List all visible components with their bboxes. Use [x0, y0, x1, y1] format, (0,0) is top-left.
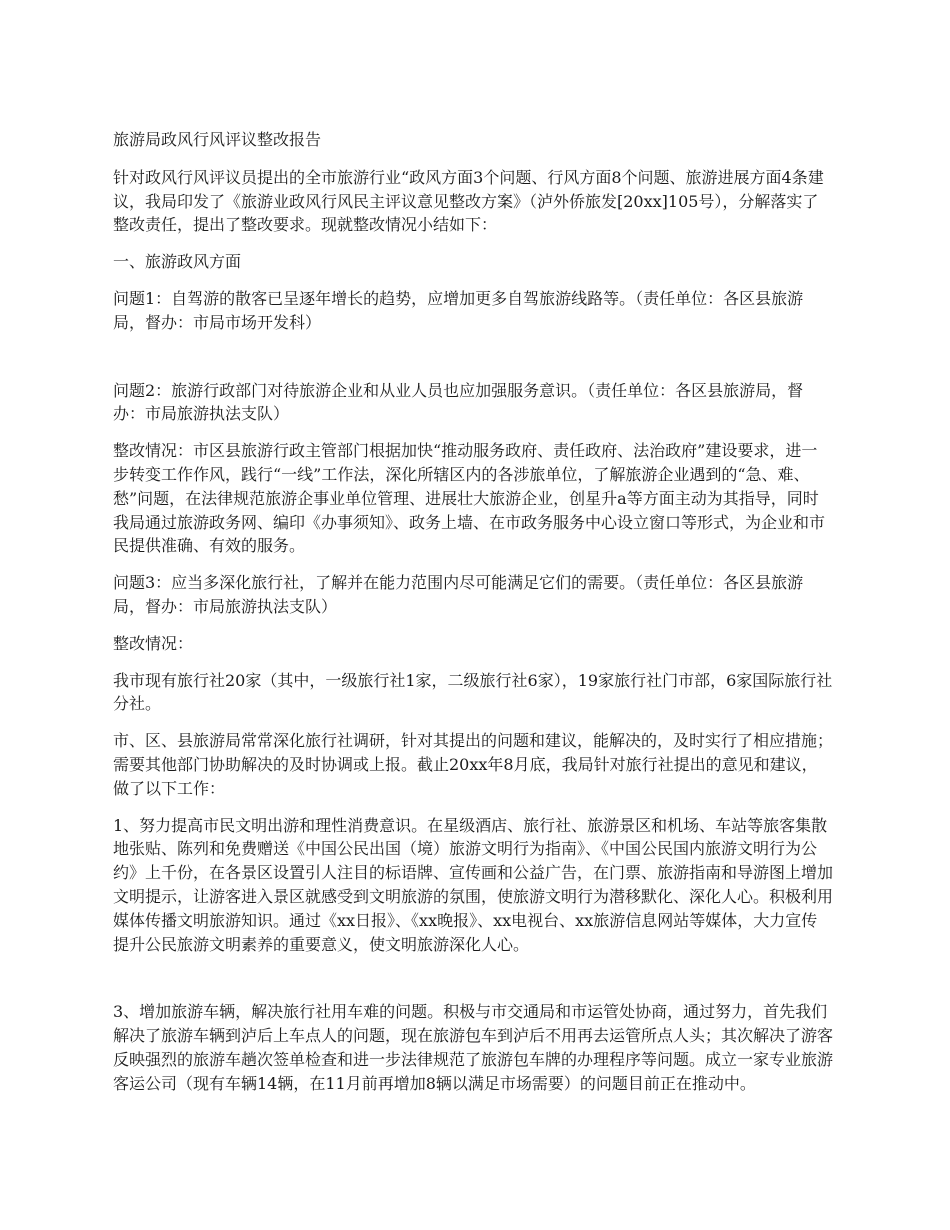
section-heading: 一、旅游政风方面	[113, 252, 242, 272]
document-body	[113, 128, 833, 1109]
travel-agency-count-paragraph: 我市现有旅行社20家（其中，一级旅行社1家，二级旅行社6家），19家旅行社门市部，6家国际旅行社分社。	[113, 670, 833, 714]
rectification-3-heading: 整改情况：	[113, 633, 194, 653]
issue-2-paragraph: 问题2：旅游行政部门对待旅游企业和从业人员也应加强服务意识。（责任单位：各区县旅游局，督办：市局旅游执法支队）	[113, 380, 804, 424]
rectification-2-paragraph: 整改情况：市区县旅游行政主管部门根据加快“推动服务政府、责任政府、法治政府”建设要求，进一步转变工作作风，践行“一线”工作法，深化所辖区内的各涉旅单位，了解旅游企业遇到的“急、难、愁”问题，在法律规范旅游企事业单位管理、进展壮大旅游企业，创星升a等方面主动为其指导，同时我局通过旅游政务网、编印《办事须知》、政务上墙、在市政务服务中心设立窗口等形式，为企业和市民提供准确、有效的服务。	[113, 441, 826, 556]
issue-1-paragraph: 问题1：自驾游的散客已呈逐年增长的趋势，应增加更多自驾旅游线路等。（责任单位：各区县旅游局，督办：市局市场开发科）	[113, 288, 804, 332]
item-1-paragraph: 1、努力提高市民文明出游和理性消费意识。在星级酒店、旅行社、旅游景区和机场、车站等旅客集散地张贴、陈列和免费赠送《中国公民出国（境）旅游文明行为指南》、《中国公民国内旅游文明行为公约》上千份，在各景区设置引人注目的标语牌、宣传画和公益广告，在门票、旅游指南和导游图上增加文明提示，让游客进入景区就感受到文明旅游的氛围，使旅游文明行为潜移默化、深化人心。积极利用媒体传播文明旅游知识。通过《xx日报》、《xx晚报》、xx电视台、xx旅游信息网站等媒体，大力宣传提升公民旅游文明素养的重要意义，使文明旅游深化人心。	[113, 815, 834, 954]
issue-3-paragraph: 问题3：应当多深化旅行社，了解并在能力范围内尽可能满足它们的需要。（责任单位：各区县旅游局，督办：市局旅游执法支队）	[113, 573, 804, 616]
document-title: 旅游局政风行风评议整改报告	[113, 130, 322, 149]
research-paragraph: 市、区、县旅游局常常深化旅行社调研，针对其提出的问题和建议，能解决的，及时实行了相应措施；需要其他部门协助解决的及时协调或上报。截止20xx年8月底，我局针对旅行社提出的意见和建议，做了以下工作：	[113, 731, 834, 798]
item-3-paragraph: 3、增加旅游车辆，解决旅行社用车难的问题。积极与市交通局和市运管处协商，通过努力，首先我们解决了旅游车辆到泸后上车点人的问题，现在旅游包车到泸后不用再去运管所点人头；其次解决了游客反映强烈的旅游车趟次签单检查和进一步法律规范了旅游包车牌的办理程序等问题。成立一家专业旅游客运公司（现有车辆14辆，在11月前再增加8辆以满足市场需要）的问题目前正在推动中。	[113, 1002, 834, 1093]
intro-paragraph: 针对政风行风评议员提出的全市旅游行业“政风方面3个问题、行风方面8个问题、旅游进展方面4条建议，我局印发了《旅游业政风行风民主评议意见整改方案》（泸外侨旅发[20xx]105号），分解落实了整改责任，提出了整改要求。现就整改情况小结如下：	[113, 167, 824, 235]
